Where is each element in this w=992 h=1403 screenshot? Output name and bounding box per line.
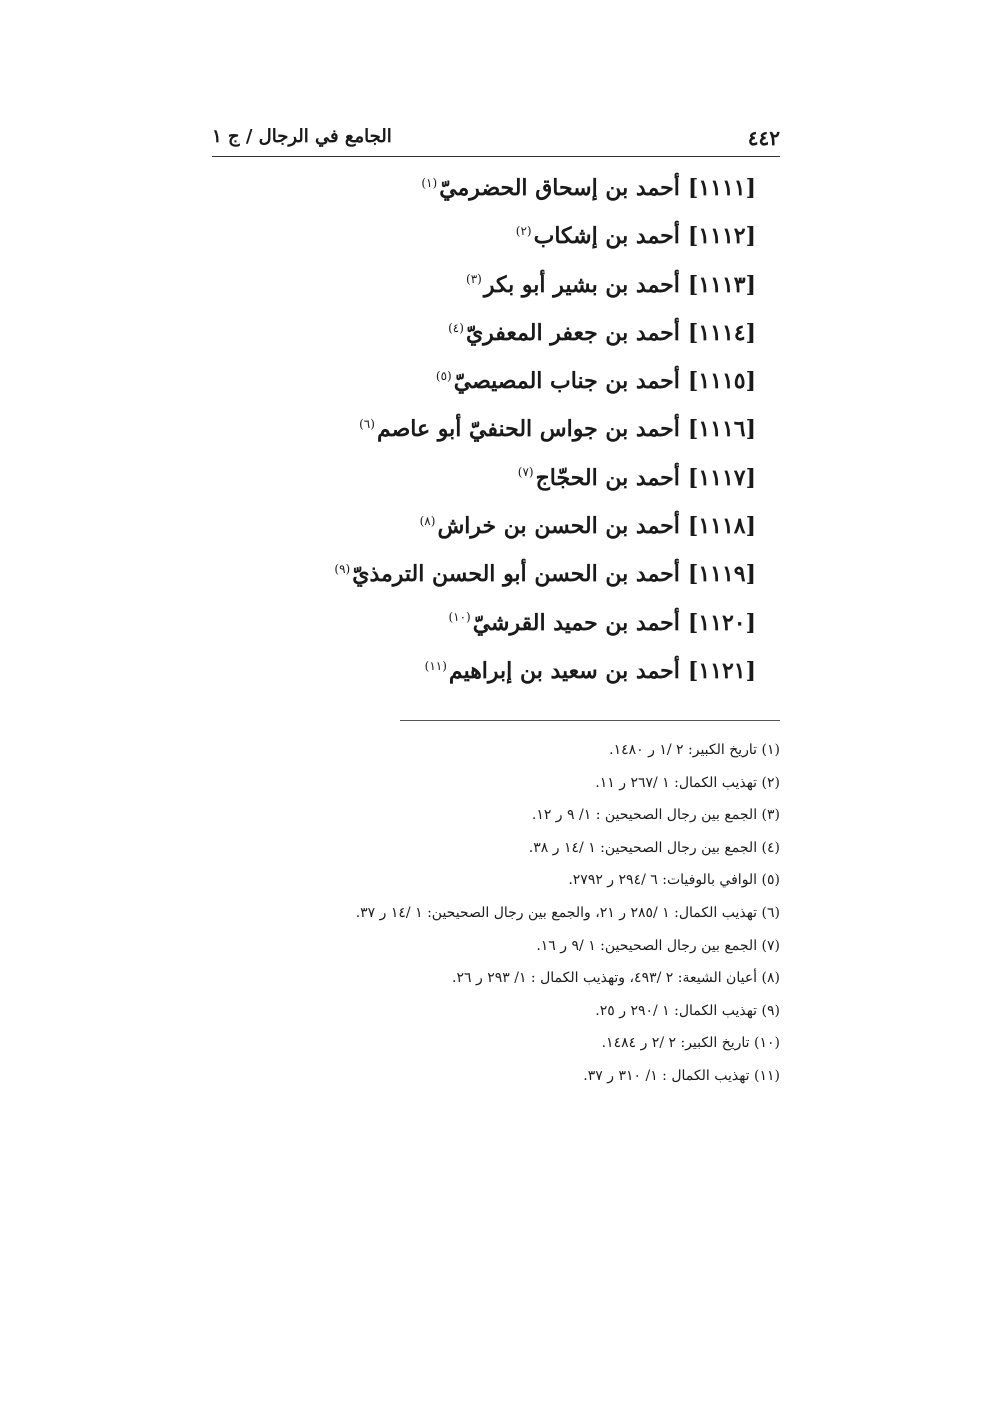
entry-1114 [196,309,756,357]
entry-number: [١١١٩] [687,561,756,588]
entry-number: [١١٢١] [687,657,756,684]
entry-name: أحمد بن جعفر المعفريّ [465,319,680,346]
footnote-6: (٦) تهذيب الكمال: ١ /٢٨٥ ر ٢١، والجمع بين رجال الصحيحين: ١ /١٤ ر ٣٧. [355,904,780,921]
entry-1116 [196,405,756,453]
footnote-8: (٨) أعيان الشيعة: ٢ /٤٩٣، وتهذيب الكمال : ١/ ٢٩٣ ر ٢٦. [452,970,780,987]
page-header [212,120,780,157]
footnote-ref: (٦) [359,417,375,432]
footnote-ref: (١١) [424,658,447,673]
footnote-2: (٢) تهذيب الكمال: ١ /٢٦٧ ر ١١. [595,774,780,791]
footnote-1: (١) تاريخ الكبير: ٢ /١ ر ١٤٨٠. [609,742,780,758]
entry-number: [١١١٧] [687,464,756,491]
entry-list [196,164,756,695]
entry-name: أحمد بن إسحاق الحضرميّ [439,175,680,201]
footnote-ref: (٩) [334,562,351,577]
entry-number: [١١١٨] [687,513,756,540]
entry-1117 [196,454,756,502]
entry-name: أحمد بن إشكاب [533,223,680,250]
footnote-ref: (٨) [419,513,436,528]
entry-1111 [196,164,756,212]
entry-number: [١١١١] [687,175,756,201]
entry-1115 [196,357,756,405]
entry-1113 [196,261,756,309]
footnote-divider [400,720,780,721]
footnote-ref: (٥) [435,368,452,383]
entry-name: أحمد بن جواس الحنفيّ أبو عاصم [376,416,680,443]
entry-name: أحمد بن الحجّاج [535,464,680,491]
footnote-9: (٩) تهذيب الكمال: ١ /٢٩٠ ر ٢٥. [595,1002,780,1019]
entry-number: [١١١٢] [687,223,756,250]
entry-name: أحمد بن بشير أبو بكر [483,271,680,298]
footnote-7: (٧) الجمع بين رجال الصحيحين: ١ /٩ ر ١٦. [536,937,780,954]
footnote-ref: (٢) [515,223,532,238]
entry-number: [١١١٣] [687,271,756,298]
entry-1118 [196,502,756,550]
footnote-list [200,734,780,1093]
entry-name: أحمد بن الحسن بن خراش [437,513,680,540]
footnote-ref: (٧) [517,465,534,480]
entry-name: أحمد بن سعيد بن إبراهيم [448,657,680,684]
entry-name: أحمد بن حميد القرشيّ [472,609,680,636]
footnote-5: (٥) الوافي بالوفيات: ٦ /٢٩٤ ر ٢٧٩٢. [568,872,780,889]
footnote-ref: (٣) [466,272,482,287]
footnote-4: (٤) الجمع بين رجال الصحيحين: ١ /١٤ ر ٣٨. [528,839,780,856]
footnote-11: (١١) تهذيب الكمال : ١/ ٣١٠ ر ٣٧. [583,1067,780,1084]
footnote-ref: (١) [421,175,438,190]
entry-number: [١١١٦] [687,416,756,443]
footnote-10: (١٠) تاريخ الكبير: ٢ /٢ ر ١٤٨٤. [601,1035,780,1052]
entry-1112 [196,212,756,260]
page-number: ٤٤٢ [747,126,780,150]
entry-number: [١١٢٠] [687,609,756,636]
running-title: الجامع في الرجال / ج ١ [212,126,392,147]
entry-name: أحمد بن جناب المصيصيّ [453,368,680,395]
footnote-ref: (١٠) [448,610,471,625]
entry-1120 [196,599,756,647]
entry-name: أحمد بن الحسن أبو الحسن الترمذيّ [352,561,680,588]
entry-number: [١١١٤] [687,319,756,346]
entry-number: [١١١٥] [687,368,756,395]
entry-1121 [196,647,756,695]
footnote-3: (٣) الجمع بين رجال الصحيحين : ١/ ٩ ر ١٢. [531,807,780,824]
entry-1119 [196,550,756,598]
footnote-ref: (٤) [448,320,464,335]
